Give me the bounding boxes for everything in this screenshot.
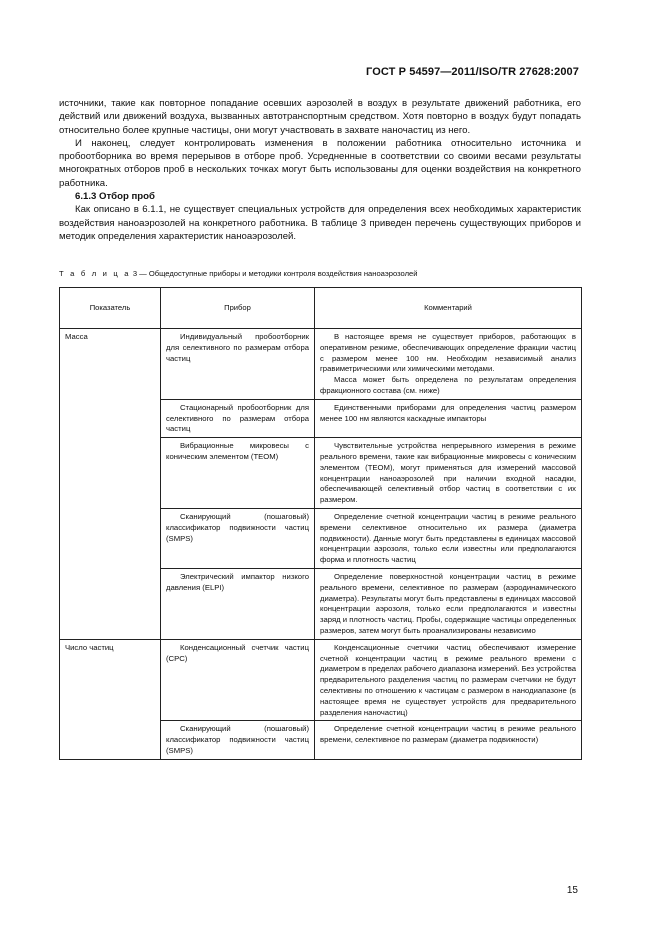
instruments-table [59,287,582,760]
instrument-cell: Сканирующий (пошаговый) классификатор подвижности частиц (SMPS) [161,508,315,568]
instrument-cell: Стационарный пробоотборник для селективного по размерам отбора частиц [161,399,315,437]
document-header: ГОСТ Р 54597—2011/ISO/TR 27628:2007 [366,66,579,78]
comment-cell: Определение поверхностной концентрации частиц в режиме реального времени, селективное по размерам (аэродинамического диаметра). Результаты могут быть представлены в единицах массовой концентрации аэрозоля, только если предполагаются и известны заряд и плотность частиц. Пробы, содержащие частицы определенных размеров, затем могут быть проанализированы независимо [315,568,582,639]
instrument-cell: Электрический импактор низкого давления (ELPI) [161,568,315,639]
comment-cell: Определение счетной концентрации частиц в режиме реального времени, селективное по размерам (диаметра подвижности) [315,721,582,759]
section-heading: 6.1.3 Отбор проб [75,191,155,203]
instrument-cell: Сканирующий (пошаговый) классификатор подвижности частиц (SMPS) [161,721,315,759]
comment-cell: В настоящее время не существует приборов, работающих в оперативном режиме, обеспечивающих определение фракции частиц с размером менее 100 нм. Необходим независимый анализ гравиметрическими или химическими методами. Масса может быть определена по результатам определения фракционного состава (см. ниже) [315,329,582,400]
comment-cell: Единственными приборами для определения частиц размером менее 100 нм являются каскадные импакторы [315,399,582,437]
comment-cell: Конденсационные счетчики частиц обеспечивают измерение счетной концентрации частиц в режиме реального времени с диаметром в пределах рабочего диапазона измерений. Без устройства предварительного разделения частиц по размерам счетчики не будут селективны по отношению к частицам с размером в нанодиапазоне (в настоящее время не существует устройств для предварительного разделения наночастиц) [315,639,582,721]
header-indicator: Показатель [60,288,161,329]
paragraph-3: Как описано в 6.1.1, не существует специальных устройств для определения всех необходимых характеристик воздействия наноаэрозолей на конкретного работника. В таблице 3 приведен перечень существующих приборов и методик определения характеристик наноаэрозолей. [59,204,581,242]
table-row [60,329,582,400]
header-comment: Комментарий [315,288,582,329]
table-caption [59,269,418,278]
indicator-cell: Масса [60,329,161,640]
instrument-cell: Конденсационный счетчик частиц (CPC) [161,639,315,721]
indicator-cell: Число частиц [60,639,161,759]
paragraph-2: И наконец, следует контролировать изменения в положении работника относительно источника и пробоотборника во время перерывов в отборе проб. Усредненные в соответствии со своими весами результаты многократных отборов проб в нескольких точках могут быть использованы для оценки воздействия на конкретного работника. [59,137,581,189]
page-number: 15 [566,885,578,896]
table-row [60,639,582,721]
table-caption-prefix: Т а б л и ц а [59,269,131,278]
paragraph-1: источники, такие как повторное попадание осевших аэрозолей в воздух в результате движений работника, его действий или движений воздуха, вызванных автотранспортным средством. Хотя повторно в воздух будут попадать относительно более крупные частицы, они могут участвовать в захвате наночастиц из него. [59,98,581,136]
header-instrument: Прибор [161,288,315,329]
table-header-row [60,288,582,329]
instrument-cell: Индивидуальный пробоотборник для селективного по размерам отбора частиц [161,329,315,400]
instrument-cell: Вибрационные микровесы с коническим элементом (TEOM) [161,438,315,509]
comment-cell: Определение счетной концентрации частиц в режиме реального времени селективное относительно их размера (диаметра подвижности). Данные могут быть представлены в единицах массовой концентрации аэрозоля, только если известны или предполагаются форма и плотность частиц [315,508,582,568]
body-text [59,97,581,243]
table-caption-text: 3 — Общедоступные приборы и методики контроля воздействия наноаэрозолей [132,269,418,278]
comment-cell: Чувствительные устройства непрерывного измерения в режиме реального времени, такие как вибрационные микровесы с коническим элементом (TEOM), могут применяться для измерений массовой концентрации наноаэрозолей при наличии входной насадки, обеспечивающей селективный отбор частиц в соответствии с их размером. [315,438,582,509]
